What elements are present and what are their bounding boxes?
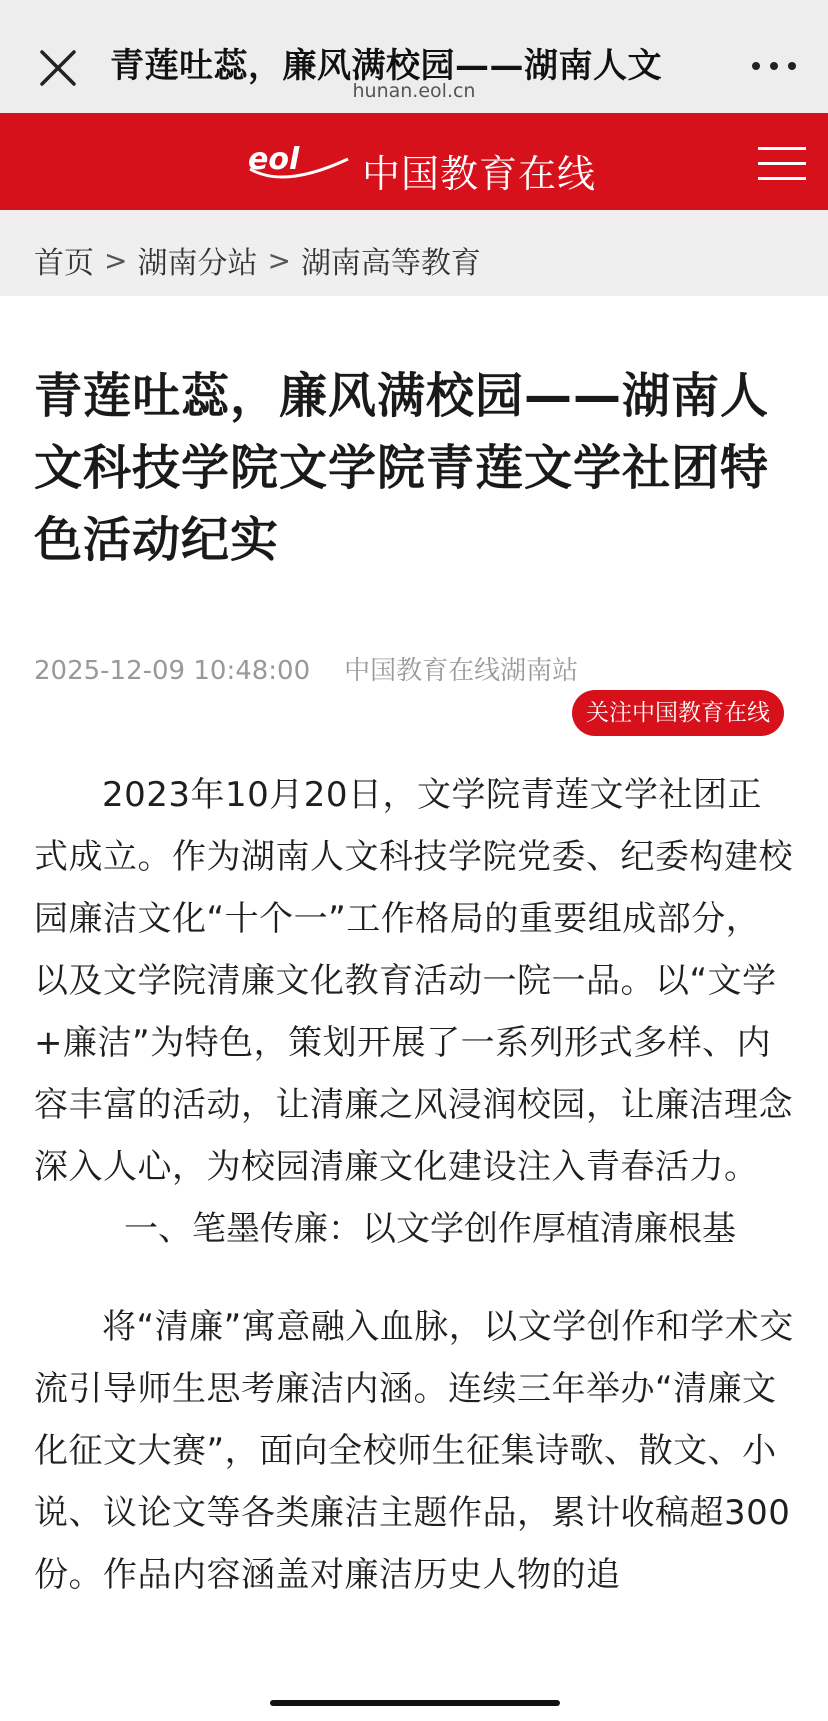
brand-name: 中国教育在线	[362, 152, 597, 196]
site-header	[0, 113, 828, 210]
more-dots-icon[interactable]	[752, 58, 796, 74]
section-heading: 一、笔墨传廉：以文学创作厚植清廉根基	[124, 1209, 736, 1249]
follow-button[interactable]: 关注中国教育在线	[572, 690, 784, 736]
article-source: 中国教育在线湖南站	[344, 656, 579, 686]
page-title-bar: 青莲吐蕊，廉风满校园——湖南人文	[110, 46, 662, 86]
article-paragraph: 2023年10月20日，文学院青莲文学社团正式成立。作为湖南人文科技学院党委、纪委构建校园廉洁文化“十个一”工作格局的重要组成部分，以及文学院清廉文化教育活动一院一品。以“文学+廉洁”为特色，策划开展了一系列形式多样、内容丰富的活动，让清廉之风浸润校园，让廉洁理念深入人心，为校园清廉文化建设注入青春活力。	[34, 775, 793, 1187]
breadcrumb-separator: >	[267, 243, 291, 277]
article-datetime: 2025-12-09 10:48:00	[34, 656, 311, 686]
hamburger-menu-icon[interactable]	[758, 147, 806, 181]
page-url: hunan.eol.cn	[352, 80, 476, 102]
breadcrumb-home[interactable]: 首页	[34, 246, 94, 281]
breadcrumb-hunan-higher-ed[interactable]: 湖南高等教育	[300, 246, 481, 281]
breadcrumb-separator: >	[104, 243, 128, 277]
eol-logo[interactable]	[244, 139, 354, 187]
breadcrumb-hunan-branch[interactable]: 湖南分站	[137, 246, 258, 281]
browser-top-bar	[0, 0, 828, 113]
home-indicator[interactable]	[270, 1700, 560, 1706]
article-paragraph: 将“清廉”寓意融入血脉，以文学创作和学术交流引导师生思考廉洁内涵。连续三年举办“清廉文化征文大赛”，面向全校师生征集诗歌、散文、小说、议论文等各类廉洁主题作品，累计收稿超300份。作品内容涵盖对廉洁历史人物的追	[34, 1307, 794, 1595]
article-body	[34, 760, 794, 1606]
svg-text:eol: eol	[248, 142, 300, 177]
breadcrumb	[0, 210, 828, 296]
article-title: 青莲吐蕊，廉风满校园——湖南人文科技学院文学院青莲文学社团特色活动纪实	[34, 368, 770, 568]
article-meta	[34, 650, 578, 687]
